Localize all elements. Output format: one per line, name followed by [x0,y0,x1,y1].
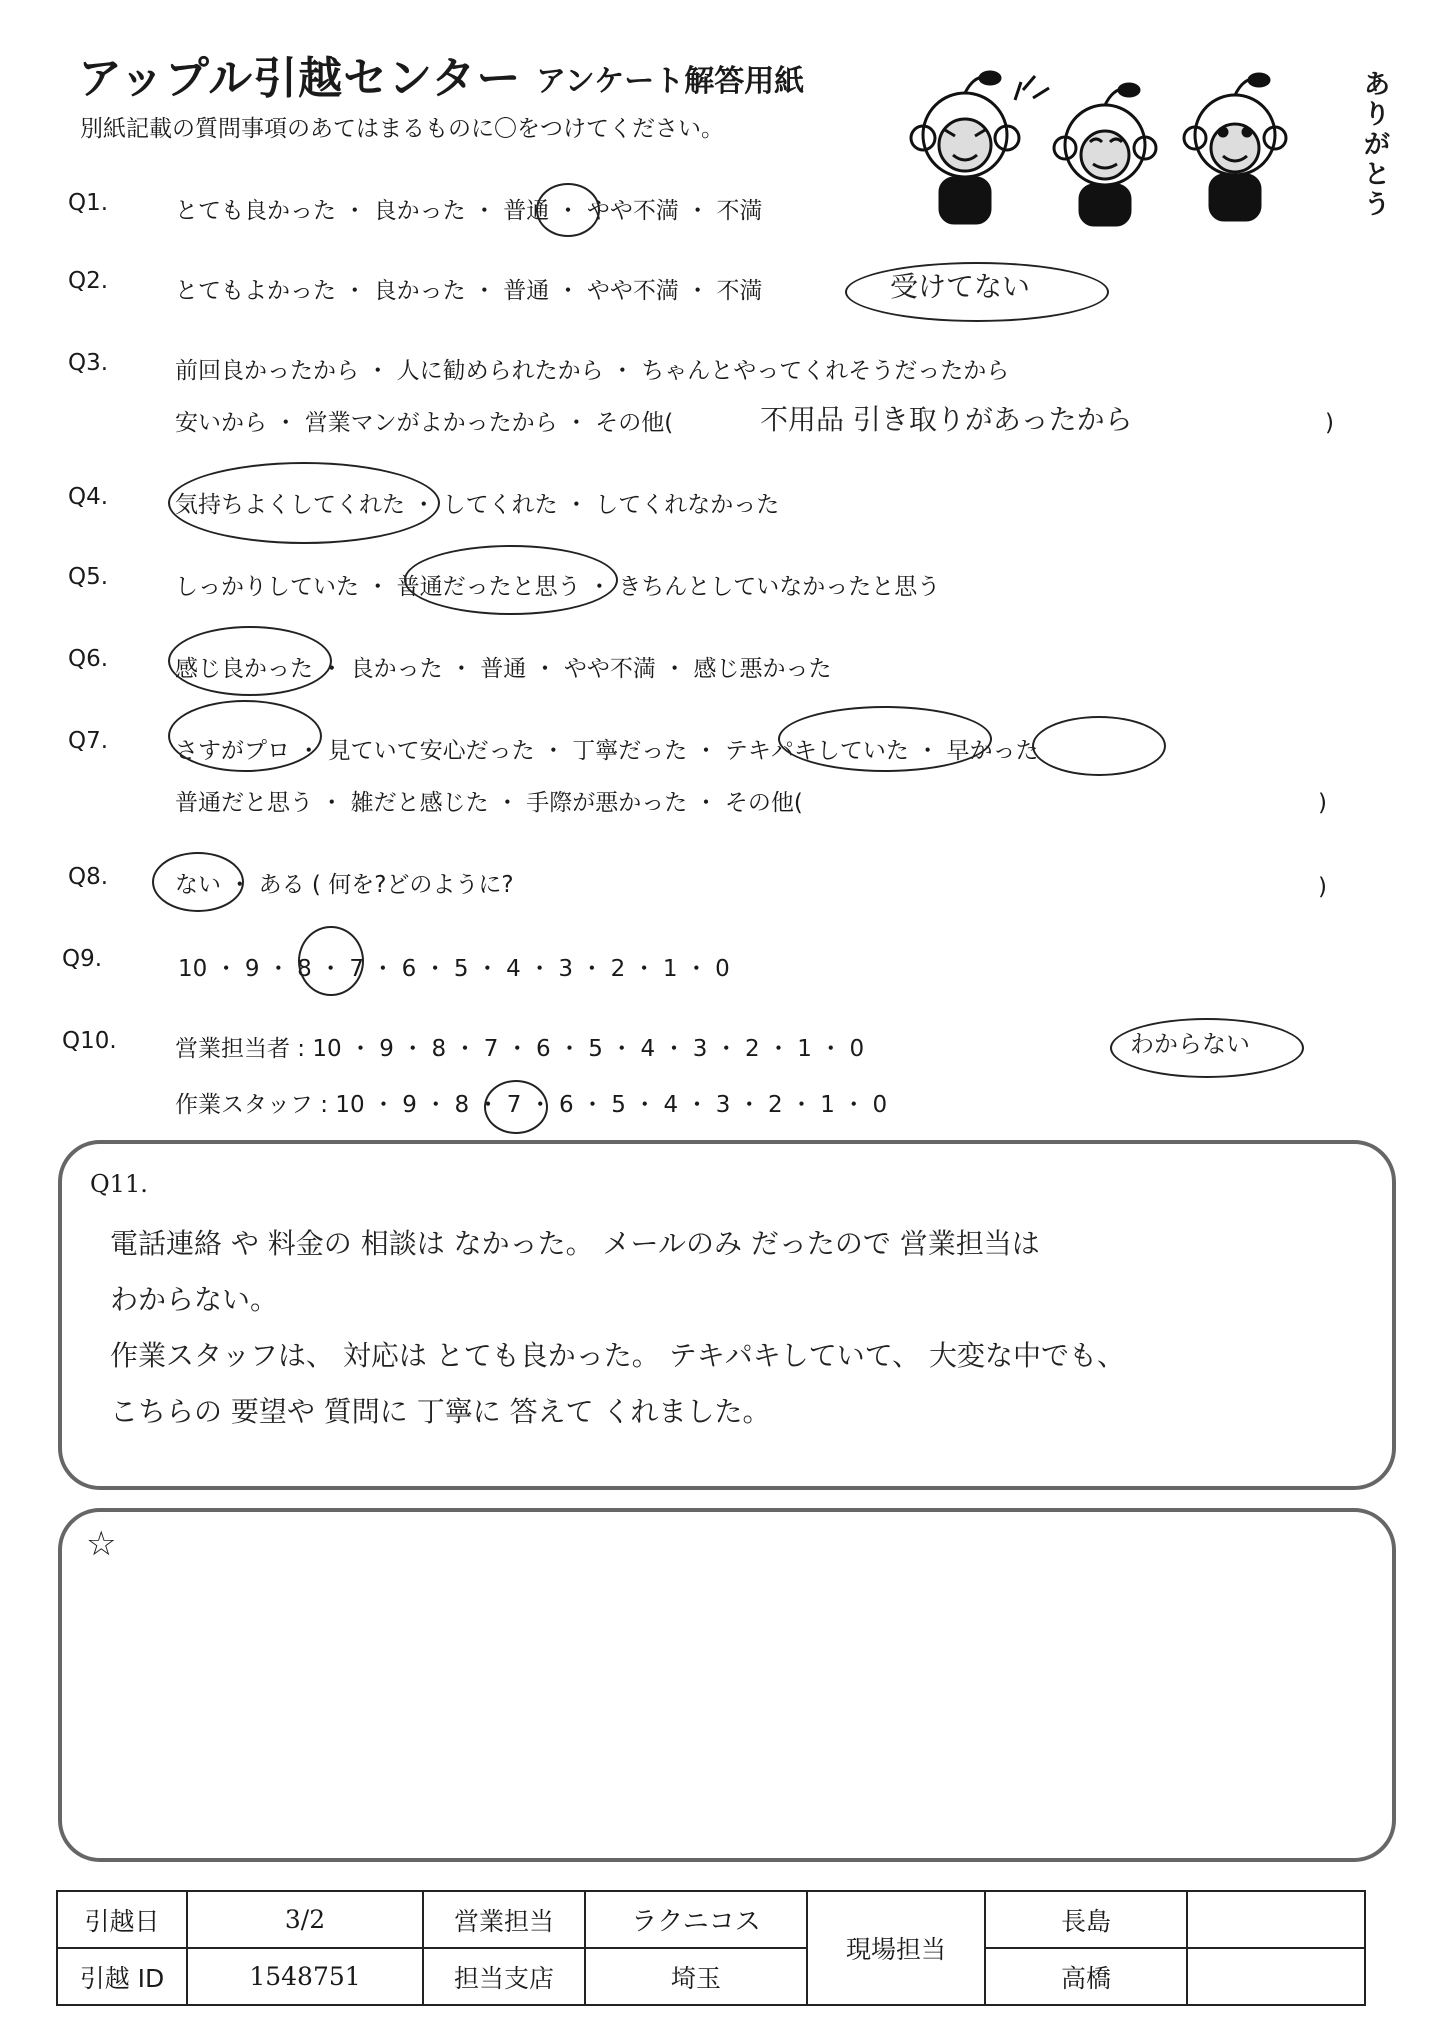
q9-answer-circle [298,926,364,996]
moving-date-value: 3/2 [187,1891,423,1948]
moving-date-label: 引越日 [57,1891,187,1948]
form-title: アップル引越センター [78,53,522,104]
q11-line-4: こちらの 要望や 質問に 丁寧に 答えて くれました。 [110,1395,771,1428]
form-instruction: 別紙記載の質問事項のあてはまるものに〇をつけてください。 [80,116,724,142]
q3-label: Q3. [68,350,109,376]
q6-options: 感じ良かった ・ 良かった ・ 普通 ・ やや不満 ・ 感じ悪かった [175,656,832,682]
q11-label: Q11. [90,1170,148,1198]
branch-label: 担当支店 [423,1948,585,2005]
q6-answer-circle [168,626,332,696]
q4-label: Q4. [68,484,109,510]
site-manager-value-1: 長島 [985,1891,1187,1948]
q10-label: Q10. [62,1028,117,1054]
q5-label: Q5. [68,564,109,590]
star-icon: ☆ [86,1524,117,1564]
moving-info-table [56,1890,1366,2006]
q10-staff-answer-circle [484,1080,548,1134]
q3-handwritten-other: 不用品 引き取りがあったから [760,403,1133,436]
q2-handwritten-note: 受けてない [890,270,1031,303]
sales-rep-value: ラクニコス [585,1891,807,1948]
q10-sales-options: 営業担当者 : 10 ・ 9 ・ 8 ・ 7 ・ 6 ・ 5 ・ 4 ・ 3 ・ 2 ・ 1 ・ 0 [175,1036,865,1062]
moving-id-value: 1548751 [187,1948,423,2005]
q7-options-line1: さすがプロ ・ 見ていて安心だった ・ 丁寧だった ・ テキパキしていた ・ 早かった [175,738,1039,764]
q10-staff-options: 作業スタッフ : 10 ・ 9 ・ 8 ・ 7 ・ 6 ・ 5 ・ 4 ・ 3 ・ 2 ・ 1 ・ 0 [175,1092,888,1118]
q1-options: とても良かった ・ 良かった ・ 普通 ・ やや不満 ・ 不満 [175,198,763,224]
q1-answer-circle [536,183,600,237]
q8-close-paren: ) [1318,874,1327,900]
branch-value: 埼玉 [585,1948,807,2005]
q4-answer-circle [168,462,440,544]
q7-label: Q7. [68,728,109,754]
q2-label: Q2. [68,268,109,294]
q5-answer-circle [404,545,618,615]
q7-options-line2: 普通だと思う ・ 雑だと感じた ・ 手際が悪かった ・ その他( [175,790,803,816]
monkey-mascot-illustration [905,60,1375,240]
q8-label: Q8. [68,864,109,890]
q1-label: Q1. [68,190,109,216]
mascot-thanks-text: ありがとう [1364,70,1391,220]
star-comment-box [58,1508,1396,1862]
q9-options: 10 ・ 9 ・ 8 ・ 7 ・ 6 ・ 5 ・ 4 ・ 3 ・ 2 ・ 1 ・ 0 [178,956,730,982]
q3-options-line1: 前回良かったから ・ 人に勧められたから ・ ちゃんとやってくれそうだったから [175,358,1010,384]
q10-handwritten-note: わからない [1130,1030,1250,1058]
site-manager-extra-cell-1 [1187,1891,1365,1948]
site-manager-extra-cell-2 [1187,1948,1365,2005]
sales-rep-label: 営業担当 [423,1891,585,1948]
q8-options: ない ・ ある ( 何を?どのように? [175,872,514,898]
q6-label: Q6. [68,646,109,672]
q11-line-2: わからない。 [110,1283,279,1316]
q7-answer-circle-tekipaki [778,706,992,772]
q7-answer-circle-hayakatta [1032,716,1166,776]
q2-options: とてもよかった ・ 良かった ・ 普通 ・ やや不満 ・ 不満 [175,278,763,304]
q9-label: Q9. [62,946,103,972]
q3-options-line2: 安いから ・ 営業マンがよかったから ・ その他( [175,410,674,436]
q4-options: 気持ちよくしてくれた ・ してくれた ・ してくれなかった [175,492,780,518]
q3-close-paren: ) [1325,410,1334,436]
q7-answer-circle-pro [168,700,322,772]
moving-id-label: 引越 ID [57,1948,187,2005]
q8-answer-circle [152,852,244,912]
q5-options: しっかりしていた ・ 普通だったと思う ・ きちんとしていなかったと思う [175,574,941,600]
site-manager-label: 現場担当 [807,1891,985,2005]
q11-line-3: 作業スタッフは、 対応は とても良かった。 テキパキしていて、 大変な中でも、 [110,1339,1126,1372]
q11-line-1: 電話連絡 や 料金の 相談は なかった。 メールのみ だったので 営業担当は [110,1227,1040,1260]
form-subtitle: アンケート解答用紙 [536,64,805,99]
site-manager-value-2: 高橋 [985,1948,1187,2005]
q7-close-paren: ) [1318,790,1327,816]
